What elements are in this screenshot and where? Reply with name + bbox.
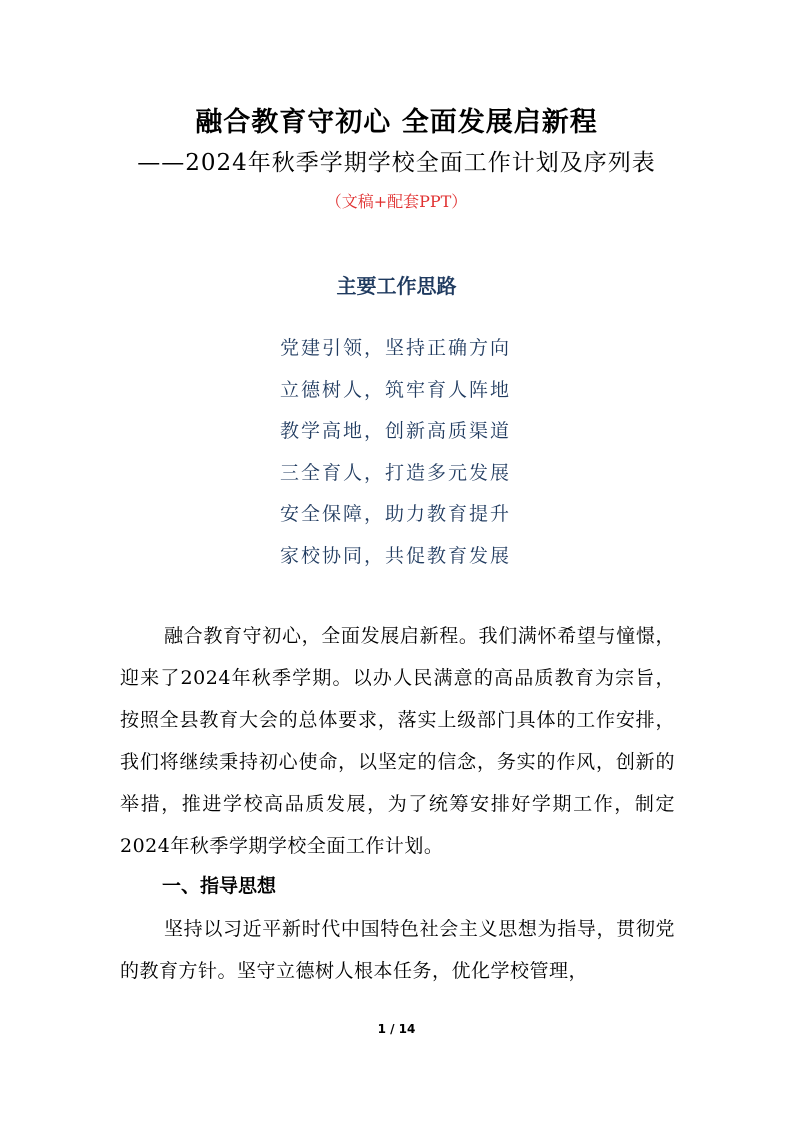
document-title: 融合教育守初心 全面发展启新程 bbox=[195, 107, 598, 138]
ideas-list bbox=[280, 328, 511, 577]
page-indicator: 1 / 14 bbox=[377, 1022, 416, 1036]
intro-paragraph: 融合教育守初心，全面发展启新程。我们满怀希望与憧憬，迎来了2024年秋季学期。以办人民满意的高品质教育为宗旨，按照全县教育大会的总体要求，落实上级部门具体的工作安排，我们将继续秉持初心使命，以坚定的信念，务实的作风，创新的举措，推进学校高品质发展，为了统筹安排好学期工作，制定2024年秋季学期学校全面工作计划。 bbox=[120, 625, 675, 857]
idea-item: 家校协同，共促教育发展 bbox=[280, 544, 512, 567]
idea-item: 党建引领，坚持正确方向 bbox=[280, 337, 512, 359]
guiding-thought-paragraph: 坚持以习近平新时代中国特色社会主义思想为指导，贯彻党的教育方针。坚守立德树人根本任务，优化学校管理， bbox=[120, 918, 675, 982]
document-subtitle: ——2024年秋季学期学校全面工作计划及序列表 bbox=[137, 150, 656, 176]
idea-item: 教学高地，创新高质渠道 bbox=[280, 420, 512, 442]
ideas-heading: 主要工作思路 bbox=[336, 274, 457, 298]
idea-item: 立德树人，筑牢育人阵地 bbox=[280, 378, 512, 401]
section-heading-guiding-thought: 一、指导思想 bbox=[162, 875, 277, 897]
document-note: （文稿+配套PPT） bbox=[325, 192, 468, 211]
idea-item: 三全育人，打造多元发展 bbox=[280, 461, 512, 484]
idea-item: 安全保障，助力教育提升 bbox=[280, 503, 512, 525]
